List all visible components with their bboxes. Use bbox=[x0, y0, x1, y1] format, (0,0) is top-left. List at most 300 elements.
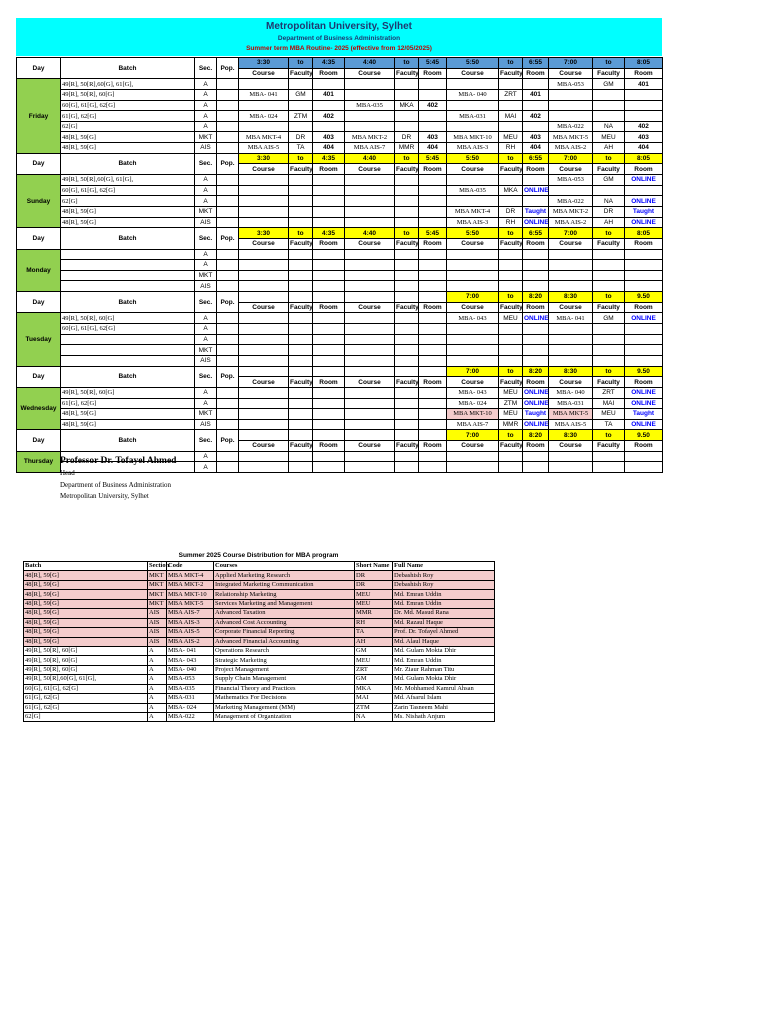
slot-to: to bbox=[289, 153, 313, 164]
batch-cell bbox=[61, 355, 195, 366]
batch-header: Batch bbox=[61, 366, 195, 387]
faculty-cell bbox=[593, 345, 625, 356]
faculty-cell bbox=[289, 355, 313, 366]
slot-to: to bbox=[593, 366, 625, 377]
course-header: Course bbox=[239, 441, 289, 452]
empty-slot-header bbox=[313, 430, 345, 441]
course-cell bbox=[549, 185, 593, 196]
room-cell bbox=[313, 175, 345, 186]
faculty-cell: AH bbox=[593, 143, 625, 154]
room-cell bbox=[523, 100, 549, 111]
day-header: Day bbox=[17, 58, 61, 79]
population-cell bbox=[217, 206, 239, 217]
room-cell bbox=[419, 89, 447, 100]
routine-row bbox=[17, 143, 663, 154]
room-cell bbox=[419, 270, 447, 281]
faculty-cell: MEU bbox=[499, 313, 523, 324]
course-cell: MBA MKT-4 bbox=[239, 132, 289, 143]
faculty-cell: AH bbox=[593, 217, 625, 228]
time-header-row bbox=[17, 430, 663, 441]
course-cell bbox=[549, 111, 593, 122]
faculty-header: Faculty bbox=[290, 442, 313, 450]
room-cell: 401 bbox=[523, 89, 549, 100]
course-cell bbox=[345, 419, 395, 430]
faculty-cell bbox=[395, 387, 419, 398]
slot-to: to bbox=[289, 228, 313, 239]
distribution-row bbox=[24, 599, 495, 608]
room-cell bbox=[523, 462, 549, 473]
faculty-header: Faculty bbox=[593, 441, 625, 452]
course-header: Course bbox=[447, 164, 499, 175]
distribution-cell: Project Management bbox=[214, 665, 355, 674]
routine-row bbox=[17, 270, 663, 281]
section-cell: AIS bbox=[195, 281, 217, 292]
room-header: Room bbox=[313, 377, 345, 388]
course-cell bbox=[549, 462, 593, 473]
course-cell: MBA-031 bbox=[447, 111, 499, 122]
course-header: Course bbox=[447, 68, 499, 79]
distribution-cell: AIS bbox=[148, 637, 167, 646]
distribution-row bbox=[24, 628, 495, 637]
batch-cell: 61[G], 62[G] bbox=[61, 398, 195, 409]
room-cell: ONLINE bbox=[524, 314, 549, 322]
course-cell bbox=[549, 355, 593, 366]
room-header: Room bbox=[625, 68, 663, 79]
empty-slot-header bbox=[289, 430, 313, 441]
course-cell bbox=[239, 206, 289, 217]
distribution-cell: MKT bbox=[148, 571, 167, 580]
room-cell bbox=[523, 79, 549, 90]
room-cell bbox=[419, 196, 447, 207]
course-cell bbox=[447, 345, 499, 356]
empty-slot-header bbox=[239, 292, 289, 303]
course-cell bbox=[345, 409, 395, 420]
batch-cell: 60[G], 61[G], 62[G] bbox=[61, 100, 195, 111]
faculty-cell bbox=[593, 462, 625, 473]
course-cell: MBA AIS-3 bbox=[447, 143, 499, 154]
faculty-header: Faculty bbox=[396, 69, 419, 77]
room-cell bbox=[419, 281, 447, 292]
room-cell: ONLINE bbox=[524, 389, 549, 397]
course-header: Course bbox=[447, 441, 499, 452]
room-header: Room bbox=[313, 302, 345, 313]
room-cell bbox=[419, 121, 447, 132]
section-cell: A bbox=[195, 175, 217, 186]
room-cell bbox=[313, 79, 345, 90]
room-cell bbox=[523, 355, 549, 366]
batch-cell: 62[G] bbox=[61, 121, 195, 132]
course-cell bbox=[345, 313, 395, 324]
population-header: Pop. bbox=[217, 292, 239, 313]
course-cell bbox=[239, 355, 289, 366]
distribution-table bbox=[23, 561, 495, 722]
room-cell bbox=[419, 324, 447, 335]
distribution-row bbox=[24, 646, 495, 655]
distribution-cell: 49[R], 50[R], 60[G] bbox=[24, 665, 148, 674]
faculty-cell: MEU bbox=[593, 409, 625, 420]
faculty-header: Faculty bbox=[500, 378, 523, 386]
distribution-cell: Md. Emran Uddin bbox=[393, 599, 495, 608]
faculty-header: Faculty bbox=[500, 165, 523, 173]
slot-to: to bbox=[499, 228, 523, 239]
batch-cell: 49[R], 50[R], 60[G] bbox=[61, 387, 195, 398]
slot-end-time: 6:55 bbox=[523, 153, 549, 164]
course-header: Course bbox=[239, 164, 289, 175]
room-header: Room bbox=[523, 302, 549, 313]
day-header: Day bbox=[17, 430, 61, 451]
room-header: Room bbox=[419, 238, 447, 249]
course-cell: MBA-035 bbox=[345, 100, 395, 111]
routine-row bbox=[17, 217, 663, 228]
distribution-cell: 49[R], 50[R], 60[G] bbox=[24, 646, 148, 655]
faculty-cell bbox=[395, 409, 419, 420]
population-cell bbox=[217, 79, 239, 90]
distribution-cell: Md. Alaul Haque bbox=[393, 637, 495, 646]
course-cell: MBA- 043 bbox=[447, 387, 499, 398]
distribution-cell: Md. Gulam Mokta Dhir bbox=[393, 675, 495, 684]
room-header: Room bbox=[523, 377, 549, 388]
course-cell bbox=[447, 196, 499, 207]
day-label: Wednesday bbox=[17, 387, 61, 430]
distribution-row bbox=[24, 580, 495, 589]
course-cell: MBA-053 bbox=[549, 175, 593, 186]
day-label: Tuesday bbox=[17, 313, 61, 366]
section-cell: A bbox=[195, 249, 217, 260]
room-cell bbox=[419, 462, 447, 473]
room-cell: 403 bbox=[313, 132, 345, 143]
routine-row bbox=[17, 334, 663, 345]
course-cell bbox=[345, 89, 395, 100]
room-cell bbox=[419, 398, 447, 409]
course-cell bbox=[549, 345, 593, 356]
room-cell: 403 bbox=[523, 132, 549, 143]
empty-slot-header bbox=[239, 366, 289, 377]
faculty-cell bbox=[499, 175, 523, 186]
day-header: Day bbox=[17, 228, 61, 249]
room-cell bbox=[313, 345, 345, 356]
room-cell bbox=[625, 111, 663, 122]
slot-start-time: 4:40 bbox=[345, 58, 395, 69]
slot-to: to bbox=[289, 58, 313, 69]
section-cell: A bbox=[195, 79, 217, 90]
slot-to: to bbox=[395, 228, 419, 239]
signature-block bbox=[60, 454, 176, 503]
room-cell bbox=[523, 334, 549, 345]
slot-start-time: 8:30 bbox=[549, 366, 593, 377]
course-cell bbox=[447, 79, 499, 90]
faculty-cell bbox=[289, 313, 313, 324]
faculty-cell bbox=[499, 345, 523, 356]
distribution-cell: Operations Research bbox=[214, 646, 355, 655]
room-header: Room bbox=[419, 302, 447, 313]
empty-slot-header bbox=[395, 430, 419, 441]
room-cell bbox=[313, 185, 345, 196]
room-cell: 401 bbox=[625, 79, 663, 90]
course-cell bbox=[549, 249, 593, 260]
distribution-cell: GM bbox=[355, 646, 393, 655]
faculty-cell bbox=[593, 100, 625, 111]
room-cell bbox=[523, 249, 549, 260]
distribution-cell: MBA- 043 bbox=[167, 656, 214, 665]
room-cell bbox=[313, 451, 345, 462]
course-cell bbox=[239, 324, 289, 335]
distribution-cell: ZTM bbox=[355, 703, 393, 712]
section-cell: A bbox=[195, 260, 217, 271]
room-cell bbox=[523, 345, 549, 356]
distribution-cell: MBA AIS-7 bbox=[167, 609, 214, 618]
course-cell: MBA AIS-5 bbox=[549, 419, 593, 430]
course-cell: MBA- 024 bbox=[447, 398, 499, 409]
course-cell bbox=[345, 355, 395, 366]
course-header: Course bbox=[549, 377, 593, 388]
faculty-cell: MAI bbox=[499, 111, 523, 122]
room-cell bbox=[625, 324, 663, 335]
routine-row bbox=[17, 121, 663, 132]
course-cell bbox=[447, 100, 499, 111]
batch-cell bbox=[61, 249, 195, 260]
distribution-cell: Marketing Management (MM) bbox=[214, 703, 355, 712]
faculty-header: Faculty bbox=[290, 69, 313, 77]
course-header: Course bbox=[549, 302, 593, 313]
faculty-cell bbox=[395, 419, 419, 430]
room-cell bbox=[313, 398, 345, 409]
slot-end-time: 8:05 bbox=[625, 58, 663, 69]
faculty-cell: MMR bbox=[499, 419, 523, 430]
room-cell bbox=[625, 281, 663, 292]
room-cell: 403 bbox=[625, 132, 663, 143]
course-cell: MBA- 043 bbox=[447, 313, 499, 324]
course-cell bbox=[239, 79, 289, 90]
routine-row bbox=[17, 175, 663, 186]
population-cell bbox=[217, 185, 239, 196]
batch-header: Batch bbox=[61, 430, 195, 451]
routine-table bbox=[16, 57, 663, 473]
slot-to: to bbox=[499, 153, 523, 164]
room-cell bbox=[419, 419, 447, 430]
course-cell bbox=[447, 324, 499, 335]
population-cell bbox=[217, 451, 239, 462]
distribution-row bbox=[24, 590, 495, 599]
room-header: Room bbox=[625, 377, 663, 388]
distribution-cell: Corporate Financial Reporting bbox=[214, 628, 355, 637]
section-cell: A bbox=[195, 451, 217, 462]
faculty-cell bbox=[289, 451, 313, 462]
faculty-cell bbox=[395, 217, 419, 228]
batch-cell: 49[R], 50[R],60[G], 61[G], bbox=[61, 175, 195, 186]
distribution-row bbox=[24, 618, 495, 627]
slot-to: to bbox=[395, 58, 419, 69]
population-cell bbox=[217, 175, 239, 186]
routine-header bbox=[16, 18, 662, 56]
course-cell bbox=[239, 451, 289, 462]
course-cell: MBA MKT-10 bbox=[447, 132, 499, 143]
course-cell: MBA-035 bbox=[447, 185, 499, 196]
slot-start-time: 5:50 bbox=[447, 58, 499, 69]
routine-row bbox=[17, 281, 663, 292]
room-cell bbox=[419, 334, 447, 345]
empty-slot-header bbox=[239, 430, 289, 441]
faculty-cell: ZRT bbox=[593, 387, 625, 398]
distribution-row bbox=[24, 665, 495, 674]
population-cell bbox=[217, 324, 239, 335]
section-cell: A bbox=[195, 100, 217, 111]
faculty-cell: ZTM bbox=[289, 111, 313, 122]
slot-end-time: 8:20 bbox=[523, 292, 549, 303]
room-cell: 402 bbox=[313, 111, 345, 122]
course-cell bbox=[239, 398, 289, 409]
slot-start-time: 5:50 bbox=[447, 228, 499, 239]
distribution-cell: A bbox=[148, 675, 167, 684]
room-header: Room bbox=[313, 164, 345, 175]
course-cell bbox=[239, 175, 289, 186]
distribution-row bbox=[24, 637, 495, 646]
distribution-cell: Prof. Dr. Tofayel Ahmed bbox=[393, 628, 495, 637]
course-cell bbox=[239, 270, 289, 281]
distribution-cell: A bbox=[148, 713, 167, 722]
distribution-row bbox=[24, 571, 495, 580]
section-cell: AIS bbox=[195, 355, 217, 366]
room-header: Room bbox=[419, 164, 447, 175]
batch-cell: 61[G], 62[G] bbox=[61, 111, 195, 122]
distribution-cell: 62[G] bbox=[24, 713, 148, 722]
room-cell bbox=[313, 281, 345, 292]
faculty-cell bbox=[499, 281, 523, 292]
section-cell: A bbox=[195, 462, 217, 473]
course-cell: MBA AIS-5 bbox=[239, 143, 289, 154]
course-cell bbox=[447, 462, 499, 473]
section-cell: MKT bbox=[195, 132, 217, 143]
room-cell: Taught bbox=[523, 409, 549, 420]
distribution-cell: 61[G], 62[G] bbox=[24, 703, 148, 712]
room-cell bbox=[313, 313, 345, 324]
course-cell bbox=[239, 409, 289, 420]
room-header: Room bbox=[313, 441, 345, 452]
room-cell: ONLINE bbox=[625, 419, 663, 430]
distribution-cell: MBA AIS-5 bbox=[167, 628, 214, 637]
course-cell bbox=[447, 260, 499, 271]
room-cell bbox=[419, 345, 447, 356]
course-cell: MBA MKT-10 bbox=[447, 409, 499, 420]
faculty-cell bbox=[499, 196, 523, 207]
faculty-header: Faculty bbox=[396, 304, 419, 312]
room-cell bbox=[523, 121, 549, 132]
course-cell bbox=[447, 281, 499, 292]
distribution-cell: MBA MKT-10 bbox=[167, 590, 214, 599]
section-cell: A bbox=[195, 89, 217, 100]
population-cell bbox=[217, 217, 239, 228]
room-cell bbox=[523, 281, 549, 292]
faculty-cell bbox=[395, 249, 419, 260]
room-cell bbox=[313, 387, 345, 398]
course-cell bbox=[345, 79, 395, 90]
faculty-cell bbox=[395, 324, 419, 335]
slot-to: to bbox=[593, 58, 625, 69]
faculty-cell: NA bbox=[593, 196, 625, 207]
department-subtitle: Department of Business Administration bbox=[277, 35, 401, 42]
day-label: Friday bbox=[17, 79, 61, 153]
distribution-cell: Mr. Ziaur Rahman Titu bbox=[393, 665, 495, 674]
slot-to: to bbox=[593, 153, 625, 164]
room-cell: 402 bbox=[419, 100, 447, 111]
room-cell bbox=[625, 185, 663, 196]
course-cell bbox=[239, 260, 289, 271]
empty-slot-header bbox=[395, 292, 419, 303]
room-cell: 402 bbox=[523, 111, 549, 122]
batch-cell: 60[G], 61[G], 62[G] bbox=[61, 324, 195, 335]
faculty-cell: GM bbox=[289, 89, 313, 100]
faculty-cell bbox=[395, 206, 419, 217]
course-cell bbox=[239, 100, 289, 111]
faculty-header: Faculty bbox=[396, 240, 419, 248]
faculty-cell bbox=[289, 324, 313, 335]
course-cell: MBA-022 bbox=[549, 121, 593, 132]
distribution-cell: MBA AIS-2 bbox=[167, 637, 214, 646]
course-cell: MBA AIS-2 bbox=[549, 143, 593, 154]
slot-end-time: 8:20 bbox=[523, 430, 549, 441]
room-cell bbox=[625, 270, 663, 281]
distribution-cell: A bbox=[148, 646, 167, 655]
course-cell bbox=[239, 217, 289, 228]
section-cell: A bbox=[195, 334, 217, 345]
course-header: Course bbox=[549, 441, 593, 452]
distribution-cell: 49[R], 50[R], 60[G] bbox=[24, 656, 148, 665]
room-cell bbox=[625, 334, 663, 345]
slot-end-time: 6:55 bbox=[523, 58, 549, 69]
faculty-cell: TA bbox=[593, 419, 625, 430]
population-cell bbox=[217, 334, 239, 345]
time-header-row bbox=[17, 228, 663, 239]
faculty-header: Faculty bbox=[396, 442, 419, 450]
room-cell bbox=[523, 175, 549, 186]
course-cell bbox=[239, 121, 289, 132]
batch-cell: 48[R], 59[G] bbox=[61, 132, 195, 143]
room-cell bbox=[313, 196, 345, 207]
room-cell bbox=[625, 462, 663, 473]
distribution-cell: MBA MKT-4 bbox=[167, 571, 214, 580]
faculty-cell: DR bbox=[593, 206, 625, 217]
faculty-cell bbox=[499, 451, 523, 462]
distribution-cell: Management of Organization bbox=[214, 713, 355, 722]
faculty-cell bbox=[593, 451, 625, 462]
course-header: Course bbox=[345, 441, 395, 452]
day-header: Day bbox=[17, 153, 61, 174]
course-cell bbox=[549, 100, 593, 111]
population-cell bbox=[217, 345, 239, 356]
batch-header: Batch bbox=[61, 292, 195, 313]
empty-slot-header bbox=[313, 366, 345, 377]
slot-start-time: 4:40 bbox=[345, 228, 395, 239]
faculty-cell bbox=[289, 100, 313, 111]
course-cell: MBA MKT-5 bbox=[549, 132, 593, 143]
distribution-title: Summer 2025 Course Distribution for MBA program bbox=[178, 552, 339, 559]
room-cell bbox=[419, 260, 447, 271]
distribution-cell: Advanced Taxation bbox=[214, 609, 355, 618]
course-cell bbox=[549, 451, 593, 462]
section-header: Sec. bbox=[195, 228, 217, 249]
room-cell bbox=[419, 249, 447, 260]
faculty-cell bbox=[593, 111, 625, 122]
course-cell: MBA- 041 bbox=[549, 313, 593, 324]
faculty-cell: NA bbox=[593, 121, 625, 132]
section-cell: A bbox=[195, 185, 217, 196]
course-header: Course bbox=[239, 302, 289, 313]
distribution-cell: Advanced Cost Accounting bbox=[214, 618, 355, 627]
faculty-cell bbox=[395, 111, 419, 122]
room-cell bbox=[313, 355, 345, 366]
room-cell bbox=[313, 206, 345, 217]
room-cell: ONLINE bbox=[625, 196, 663, 207]
routine-row bbox=[17, 89, 663, 100]
